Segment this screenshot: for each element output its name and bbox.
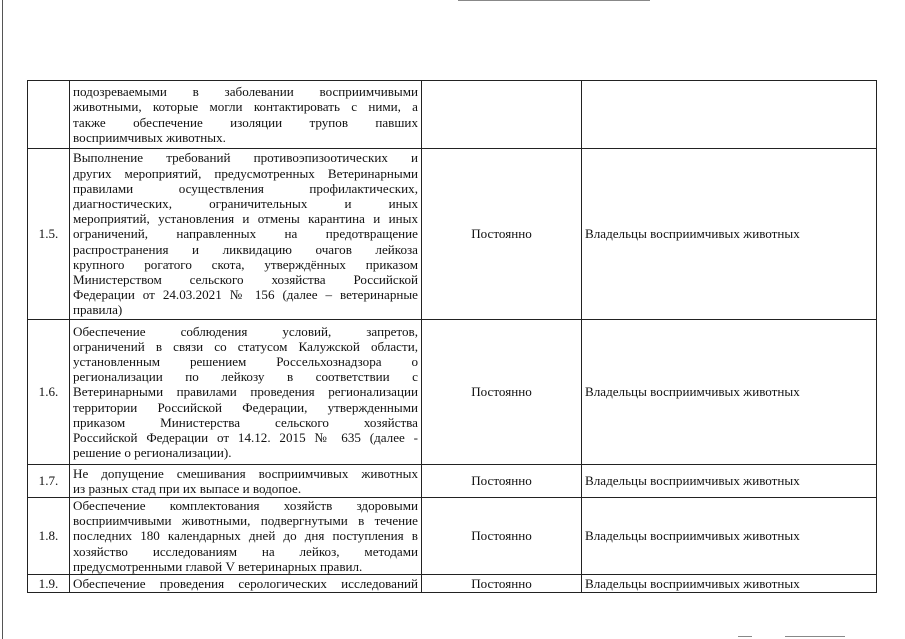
description-line: Обеспечение комплектования хозяйств здоровыми bbox=[73, 498, 418, 513]
description-line: правилами осуществления профилактических, bbox=[73, 180, 418, 196]
measure-description bbox=[70, 498, 422, 575]
measure-description bbox=[70, 465, 422, 498]
description-line: Министерством сельского хозяйства Российской bbox=[73, 272, 418, 287]
description-line: регионализации по лейкозу в соответствии с bbox=[73, 369, 418, 385]
measure-description bbox=[70, 320, 422, 465]
description-line: Федерации от 24.03.2021 № 156 (далее – ветеринарные bbox=[73, 287, 418, 303]
description-line: других мероприятий, предусмотренных Ветеринарными bbox=[73, 165, 418, 181]
description-line: ограничений, направленных на предотвращение bbox=[73, 226, 418, 242]
term-cell bbox=[422, 81, 582, 149]
description-line: животными, которые могли контактировать с ними, а bbox=[73, 99, 418, 115]
term-cell: Постоянно bbox=[422, 149, 582, 320]
description-line: последних 180 календарных дней до дня поступления в bbox=[73, 528, 418, 544]
description-line: предусмотренными главой V ветеринарных правил. bbox=[73, 558, 363, 574]
table-row bbox=[28, 575, 877, 593]
table-row bbox=[28, 465, 877, 498]
description-line: ограничений в связи со статусом Калужской области, bbox=[73, 338, 418, 354]
item-number: 1.5. bbox=[28, 149, 70, 320]
description-line: распространения и ликвидацию очагов лейкоза bbox=[73, 241, 418, 257]
description-line: подозреваемыми в заболевании восприимчивыми bbox=[73, 84, 418, 100]
measures-table-body bbox=[28, 81, 877, 593]
responsible-cell: Владельцы восприимчивых животных bbox=[582, 465, 877, 498]
measures-table bbox=[27, 80, 877, 593]
term-cell: Постоянно bbox=[422, 575, 582, 593]
description-line: установленным решением Россельхознадзора о bbox=[73, 353, 418, 369]
responsible-cell: Владельцы восприимчивых животных bbox=[582, 575, 877, 593]
measure-description bbox=[70, 81, 422, 149]
term-cell: Постоянно bbox=[422, 498, 582, 575]
term-cell: Постоянно bbox=[422, 320, 582, 465]
description-line: восприимчивых животных. bbox=[73, 129, 226, 145]
responsible-cell: Владельцы восприимчивых животных bbox=[582, 149, 877, 320]
responsible-cell: Владельцы восприимчивых животных bbox=[582, 498, 877, 575]
page-bottom-mark bbox=[785, 636, 845, 637]
item-number: 1.9. bbox=[28, 575, 70, 593]
term-cell: Постоянно bbox=[422, 465, 582, 498]
page-left-edge bbox=[2, 0, 3, 639]
description-line: крупного рогатого скота, утверждённых приказом bbox=[73, 256, 418, 272]
description-line: восприимчивыми животными, подвергнутыми в течение bbox=[73, 513, 418, 529]
description-line: Выполнение требований противоэпизоотических и bbox=[73, 150, 418, 166]
responsible-cell bbox=[582, 81, 877, 149]
description-line: территории Российской Федерации, утвержденными bbox=[73, 399, 418, 415]
description-line: мероприятий, установления и отмены карантина и иных bbox=[73, 211, 418, 227]
page-top-rule bbox=[458, 0, 650, 1]
measure-description bbox=[70, 149, 422, 320]
item-number: 1.7. bbox=[28, 465, 70, 498]
description-line: Ветеринарными правилами проведения регионализации bbox=[73, 384, 418, 400]
description-line: диагностических, ограничительных и иных bbox=[73, 195, 418, 211]
description-line: Российской Федерации от 14.12. 2015 № 635 (далее - bbox=[73, 430, 418, 445]
description-line: Обеспечение соблюдения условий, запретов, bbox=[73, 323, 418, 339]
item-number: 1.8. bbox=[28, 498, 70, 575]
table-row bbox=[28, 320, 877, 465]
page-bottom-mark bbox=[738, 636, 752, 637]
table-row bbox=[28, 498, 877, 575]
table-row bbox=[28, 81, 877, 149]
description-line: также обеспечение изоляции трупов павших bbox=[73, 114, 418, 130]
description-line: Обеспечение проведения серологических исследований bbox=[73, 575, 418, 591]
description-line: правила) bbox=[73, 302, 123, 318]
description-line: хозяйство исследованиям на лейкоз, методами bbox=[73, 543, 418, 559]
responsible-cell: Владельцы восприимчивых животных bbox=[582, 320, 877, 465]
description-line: Не допущение смешивания восприимчивых животных bbox=[73, 465, 418, 481]
measure-description bbox=[70, 575, 422, 593]
description-line: приказом Министерства сельского хозяйства bbox=[73, 414, 418, 430]
description-line: из разных стад при их выпасе и водопое. bbox=[73, 481, 302, 496]
table-row bbox=[28, 149, 877, 320]
item-number bbox=[28, 81, 70, 149]
description-line: решение о регионализации). bbox=[73, 445, 232, 461]
item-number: 1.6. bbox=[28, 320, 70, 465]
